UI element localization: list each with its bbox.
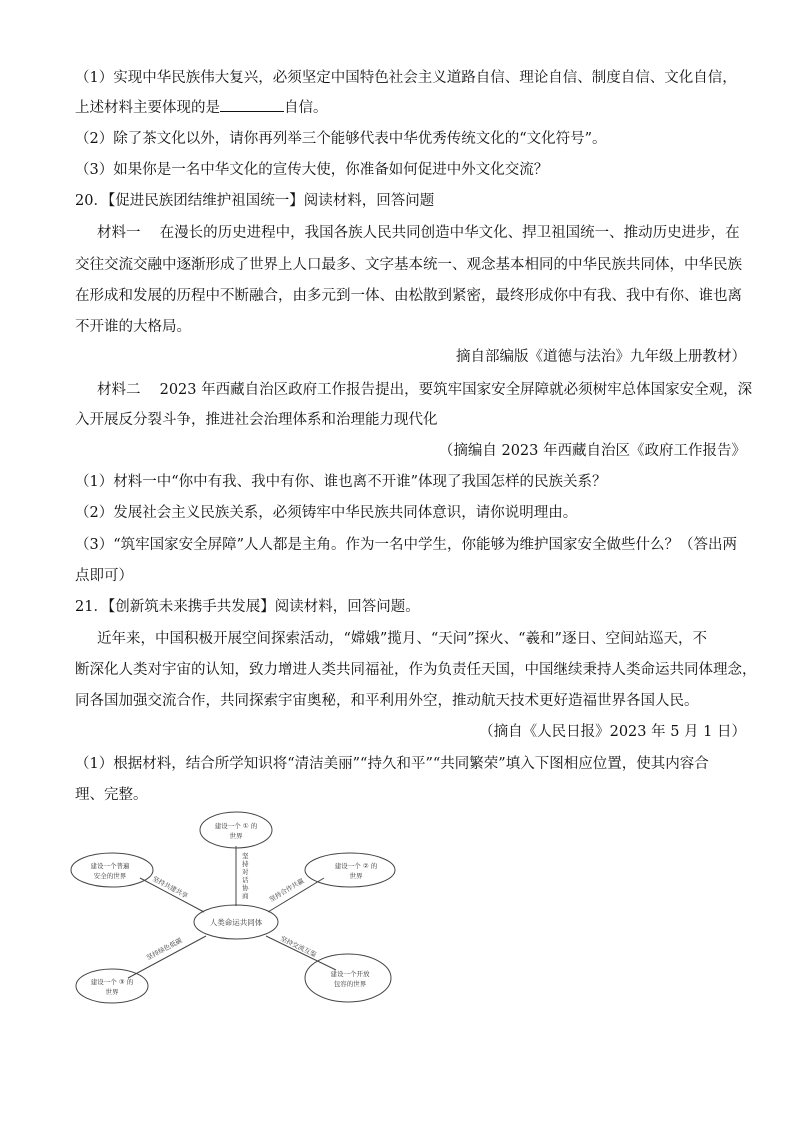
q20-material1-line1: 材料一 在漫长的历史进程中，我国各族人民共同创造中华文化、捍卫祖国统一、推动历史进步，在 <box>97 225 740 241</box>
q19-part1-line2 <box>75 98 328 118</box>
node-bottom-left-line1: 建设一个 ③ 的 <box>90 978 134 986</box>
node-bottom-right-line2: 包容的世界 <box>333 980 367 988</box>
spoke-bottom-right <box>266 936 336 970</box>
spoke-top-char: 话 <box>242 876 249 884</box>
q19-part3: （3）如果你是一名中华文化的宣传大使，你准备如何促进中外文化交流？ <box>75 162 549 178</box>
spoke-top-char: 对 <box>242 868 249 876</box>
spoke-top-label <box>242 851 249 900</box>
q20-question3-line1: （3）“筑牢国家安全屏障”人人都是主角。作为一名中学生，你能够为维护国家安全做些什么？（答出两 <box>75 537 738 553</box>
node-right-line1: 建设一个 ② 的 <box>334 862 378 870</box>
node-right <box>305 853 395 887</box>
node-bottom-right <box>305 954 391 1002</box>
q21-question1-line2: 理、完整。 <box>75 787 148 803</box>
node-left-line2: 安全的世界 <box>93 872 127 880</box>
q20-question2: （2）发展社会主义民族关系，必须铸牢中华民族共同体意识，请你说明理由。 <box>75 505 578 521</box>
spoke-left-label: 坚持共建共享 <box>151 874 190 901</box>
spoke-top-char: 协 <box>242 884 249 892</box>
q20-material2-line2: 入开展反分裂斗争，推进社会治理体系和治理能力现代化 <box>75 412 438 428</box>
community-diagram <box>66 808 406 1020</box>
node-right-line2: 世界 <box>349 872 363 880</box>
q20-material1-line2: 交往交流交融中逐渐形成了世界上人口最多、文字基本统一、观念基本相同的中华民族共同体，中华民族 <box>75 257 742 273</box>
q20-material1-line4: 不开谁的大格局。 <box>75 319 191 335</box>
answer-blank <box>220 98 284 112</box>
q20-material1-source: 摘自部编版《道德与法治》九年级上册教材） <box>456 349 746 365</box>
node-bottom-left-line2: 世界 <box>105 988 119 996</box>
q21-title: 21．【创新筑未来携手共发展】阅读材料，回答问题。 <box>75 599 420 615</box>
q21-material-line3: 同各国加强交流合作，共同探索宇宙奥秘，和平利用外空，推动航天技术更好造福世界各国人民。 <box>75 693 699 709</box>
q20-question3-line2: 点即可） <box>75 568 133 584</box>
q20-material2-line1: 材料二 2023 年西藏自治区政府工作报告提出，要筑牢国家安全屏障就必须树牢总体国家安全观，深 <box>97 382 753 398</box>
q21-material-line2: 断深化人类对宇宙的认知，致力增进人类共同福祉，作为负责任天国，中国继续秉持人类命运共同体理念， <box>75 662 757 678</box>
node-left-line1: 建设一个普遍 <box>90 862 130 870</box>
spoke-top-char: 坚 <box>242 852 249 860</box>
q20-material1-line3: 在形成和发展的历程中不断融合，由多元到一体、由松散到紧密，最终形成你中有我、我中有你、谁也离 <box>75 288 742 304</box>
spoke-right-label: 坚持合作共赢 <box>267 876 306 904</box>
q19-part1-line1: （1）实现中华民族伟大复兴，必须坚定中国特色社会主义道路自信、理论自信、制度自信、文化自信， <box>75 70 737 86</box>
spoke-bottom-right-label: 坚持交流互鉴 <box>279 934 318 959</box>
spoke-bottom-left-label: 坚持绿色低碳 <box>145 936 184 962</box>
node-top <box>200 812 272 848</box>
q20-title: 20．【促进民族团结维护祖国统一】阅读材料，回答问题 <box>75 193 435 209</box>
node-bottom-left <box>76 969 148 1003</box>
center-label: 人类命运共同体 <box>209 918 263 927</box>
spoke-top-char: 商 <box>242 892 249 900</box>
q21-question1-line1: （1）根据材料，结合所学知识将“清洁美丽”“持久和平”“共同繁荣”填入下图相应位置，使其内容合 <box>75 756 709 772</box>
q19-part2: （2）除了茶文化以外，请你再列举三个能够代表中华优秀传统文化的“文化符号”。 <box>75 131 607 147</box>
node-left <box>71 853 153 887</box>
q21-material-line1: 近年来，中国积极开展空间探索活动，“嫦娥”揽月、“天问”探火、“羲和”逐日、空间站巡天，不 <box>97 631 707 647</box>
node-bottom-right-line1: 建设一个开放 <box>330 970 370 978</box>
q20-material2-source: （摘编自 2023 年西藏自治区《政府工作报告》 <box>438 443 746 459</box>
q21-material-source: （摘自《人民日报》2023 年 5 月 1 日） <box>479 724 746 740</box>
node-top-line2: 世界 <box>229 832 243 840</box>
q19-part1-text: 上述材料主要体现的是 <box>75 100 220 116</box>
q19-part1-text-end: 自信。 <box>284 100 328 116</box>
q20-question1: （1）材料一中“你中有我、我中有你、谁也离不开谁”体现了我国怎样的民族关系？ <box>75 474 607 490</box>
spoke-top-char: 持 <box>242 860 249 868</box>
node-top-line1: 建设一个 ① 的 <box>214 822 258 830</box>
